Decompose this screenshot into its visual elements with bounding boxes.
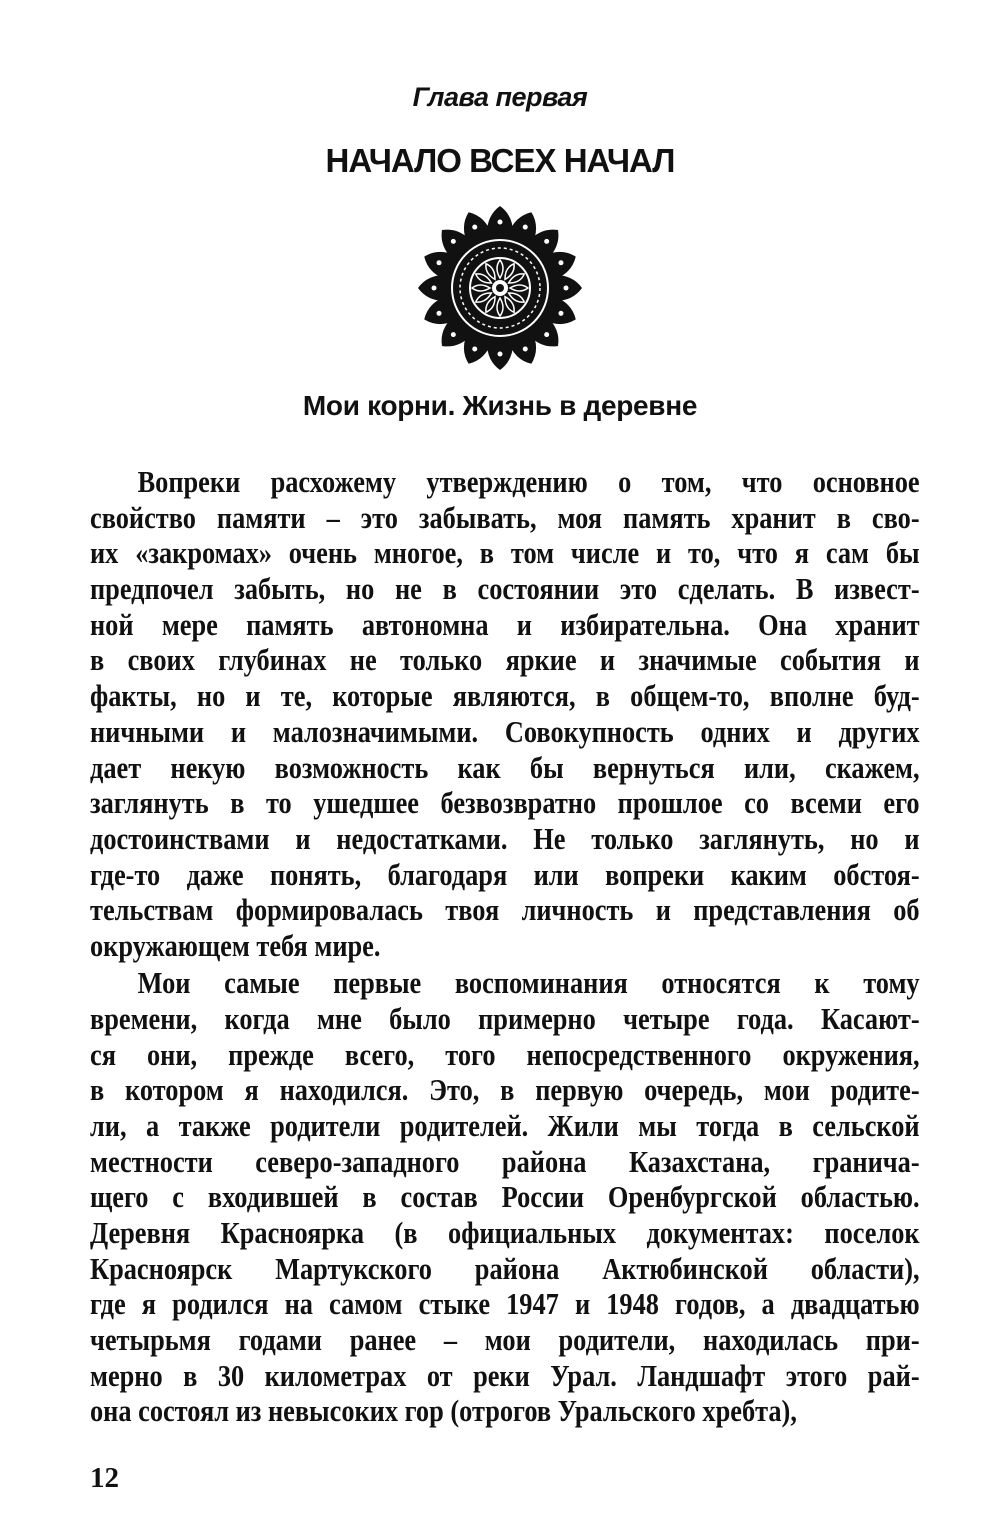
text-line: она состоял из невысоких гор (отрогов Уральского хребта), <box>90 1393 797 1429</box>
text-line: ся они, прежде всего, того непосредственного окружения, <box>90 1036 920 1072</box>
text-line: где-то даже понять, благодаря или вопреки каким обстоя- <box>90 856 920 892</box>
text-line: заглянуть в то ушедшее безвозвратно прошлое со всеми его <box>90 785 920 821</box>
text-line: местности северо-западного района Казахстана, гранича- <box>90 1143 920 1179</box>
text-line: ничными и малозначимыми. Совокупность одних и других <box>90 713 920 749</box>
text-line: достоинствами и недостатками. Не только заглянуть, но и <box>90 820 920 856</box>
section-title: Мои корни. Жизнь в деревне <box>302 390 698 421</box>
text-line: четырьмя годами ранее – мои родители, находилась при- <box>90 1322 920 1357</box>
body-text <box>90 464 920 1429</box>
text-line: свойство памяти – это забывать, моя память хранит в сво- <box>90 499 920 535</box>
paragraph-2 <box>90 965 920 1429</box>
text-line: Деревня Красноярка (в официальных документах: поселок <box>90 1214 920 1250</box>
text-line: предпочел забыть, но не в состоянии это сделать. В извест- <box>90 571 920 607</box>
text-line: в котором я находился. Это, в первую очередь, мои родите- <box>90 1072 920 1108</box>
chapter-title: НАЧАЛО ВСЕХ НАЧАЛ <box>325 142 675 179</box>
chapter-label: Глава первая <box>412 82 588 112</box>
text-line: дает некую возможность как бы вернуться или, скажем, <box>90 749 920 785</box>
text-line: мерно в 30 километрах от реки Урал. Ландшафт этого рай- <box>90 1357 920 1393</box>
page-number: 12 <box>90 1462 119 1494</box>
mandala-ornament-icon <box>415 203 585 373</box>
text-line: окружающем тебя мире. <box>90 927 381 963</box>
text-line: Мои самые первые воспоминания относятся к тому <box>137 965 920 1001</box>
text-line: где я родился на самом стыке 1947 и 1948 годов, а двадцатью <box>90 1286 920 1322</box>
text-line: в своих глубинах не только яркие и значимые события и <box>90 642 920 678</box>
text-line: тельствам формировалась твоя личность и представления об <box>90 892 920 928</box>
text-line: Вопреки расхожему утверждению о том, что основное <box>137 464 920 499</box>
text-line: ной мере память автономна и избирательна. Она хранит <box>90 606 920 642</box>
paragraph-1 <box>90 464 920 964</box>
text-line: Красноярск Мартукского района Актюбинской области), <box>90 1250 920 1286</box>
text-line: времени, когда мне было примерно четыре года. Касают- <box>90 1000 920 1036</box>
text-line: их «закромах» очень многое, в том числе и то, что я сам бы <box>90 535 920 571</box>
text-line: щего с входившей в состав России Оренбургской областью. <box>90 1179 920 1215</box>
text-line: факты, но и те, которые являются, в общем-то, вполне буд- <box>90 678 920 714</box>
text-line: ли, а также родители родителей. Жили мы тогда в сельской <box>90 1107 920 1143</box>
